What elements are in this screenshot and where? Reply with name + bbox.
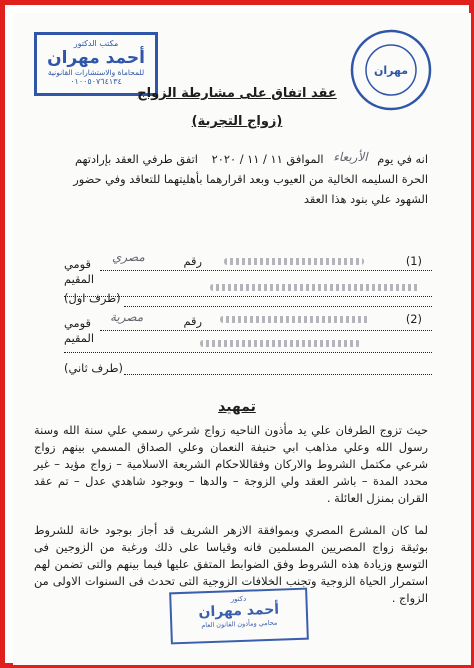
- party2-resident-label: المقيم: [64, 331, 95, 345]
- contract-title: عقد اتفاق على مشارطة الزواج: [137, 86, 337, 101]
- sig-stamp-title: دكتور: [230, 594, 247, 604]
- party2-nationality: مصرية: [110, 310, 144, 324]
- party1-number: (1): [405, 254, 422, 268]
- intro-line-3: الشهود علي بنود هذا العقد: [303, 192, 428, 206]
- party2-line-3: [124, 374, 432, 375]
- stamp-services: للمحاماة والاستشارات القانونية: [47, 68, 145, 77]
- signature-stamp: [169, 588, 309, 645]
- party2-line-1: [100, 330, 432, 331]
- party2-address-redacted: [200, 340, 360, 347]
- party1-national-label: قومي: [64, 257, 91, 271]
- party2-role: (طرف ثاني): [64, 361, 123, 375]
- preamble-paragraph: حيث تزوج الطرفان علي يد مأذون الناحيه زواج شرعي رسمي علي سنة الله وسنة رسول الله وعلي مذاهب ابي حنيفة النعمان وعلي الصداق المسمي بينهم زواج شرعي مكتمل الشروط والاركان وفقاللاحكام الشريعة الاسلامية – زواج مؤيد – غير محدد المدة – باشر العقد ولي الزوجة – والدها – وبوجود شاهدي عدل – تم عقد القران بمنزل العائلة .: [34, 423, 428, 505]
- party1-line-3: [124, 306, 432, 307]
- party1-line-1: [100, 270, 432, 271]
- party2-number: (2): [405, 312, 422, 326]
- party2-name-redacted: [220, 316, 370, 323]
- stamp-name: أحمد مهران: [47, 48, 145, 68]
- contract-subtitle: (زواج التجربة): [191, 114, 283, 129]
- sig-stamp-name: أحمد مهران: [198, 601, 280, 621]
- svg-text:مؤسسة مهران للمحاماة والاستشار: [349, 28, 352, 30]
- party1-address-redacted: [210, 284, 420, 291]
- seal-center-text: مهران: [373, 64, 409, 77]
- stamp-office-line: مكتب الدكتور: [73, 39, 119, 48]
- party1-name-redacted: [224, 258, 364, 265]
- party2-id-label: رقم: [183, 314, 202, 328]
- seal-ring-text: [349, 28, 352, 30]
- party1-nationality: مصري: [112, 250, 145, 264]
- party2-line-2: [64, 352, 432, 353]
- sig-stamp-role: محامي ومأذون القانون العام: [201, 618, 278, 630]
- preamble-heading: تمهيد: [218, 399, 256, 415]
- stamp-phone: ٠١٠٠٥٠٧٦٤١٣٤: [70, 77, 122, 86]
- conditions-paragraph: لما كان المشرع المصري وبموافقة الازهر الشريف قد أجاز بوجود خانة للشروط بوثيقة زواج المصريين المسلمين فانه وقياسا على ذلك ورغبة من الزوجين فى التوسع وزيادة هذه الشروط وفق الضوابط المتفق عليها فيما بينهم والتى تضمن لهم استمرار الحياة الزوجية وتجنب الخلافات الزوجية التى تحدث فى السنوات الاولى من الزواج .: [34, 523, 428, 605]
- party1-role: (طرف اول): [64, 291, 121, 305]
- intro-line-1: انه في يوم الأربعاء الموافق ١١ / ١١ / ٢٠٢٠ اتفق طرفي العقد بإرادتهم: [74, 150, 428, 166]
- party1-resident-label: المقيم: [64, 272, 95, 286]
- party2-national-label: قومي: [64, 316, 91, 330]
- handwritten-day: الأربعاء: [333, 150, 368, 164]
- intro-line-2: الحرة السليمه الخالية من العيوب وبعد اقرارهما بأهليتهما للتعاقد وفي حضور: [73, 172, 428, 186]
- party1-id-label: رقم: [183, 254, 202, 268]
